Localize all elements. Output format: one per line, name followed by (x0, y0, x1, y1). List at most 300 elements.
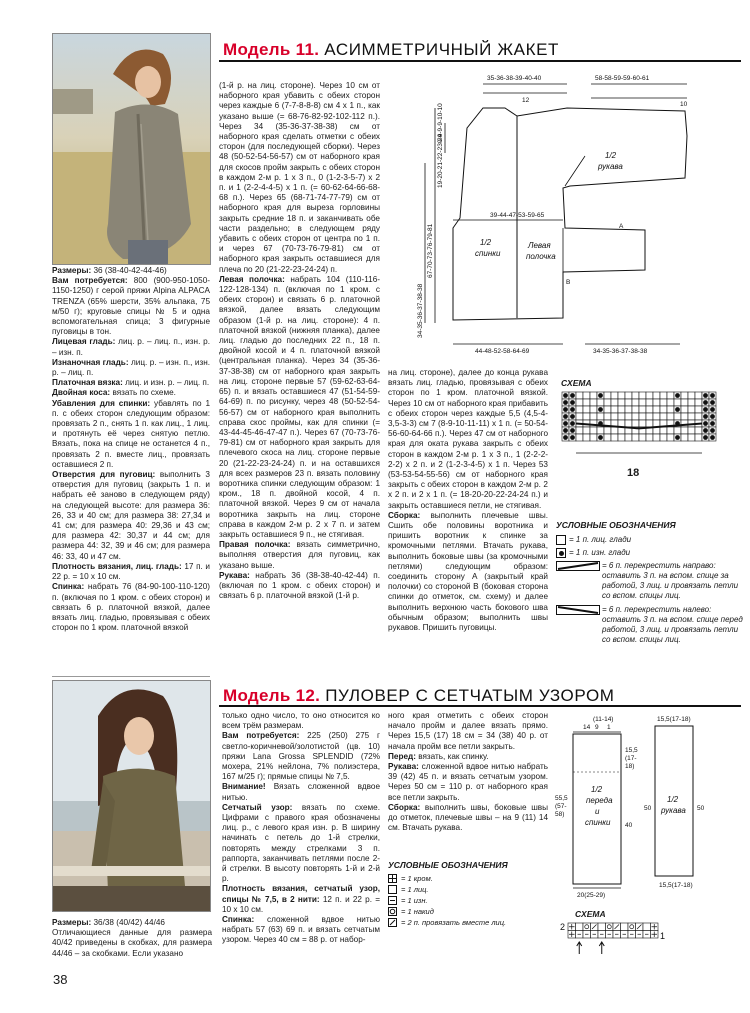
chart-cell (653, 434, 660, 441)
chart-cell (695, 427, 702, 434)
paragraph-text: 12 п. и 22 р. = 10 х 10 см. (222, 894, 380, 914)
paragraph-heading: Спинка: (222, 915, 255, 925)
front-label-4: спинки (585, 818, 611, 827)
paragraph (388, 752, 548, 762)
purl-dot (675, 435, 680, 440)
dim-sleeve-side-right: 50 (697, 805, 705, 812)
paragraph-heading: Перед: (388, 751, 416, 761)
chart-cell (576, 406, 583, 413)
dim-sleeve-top: 15,5(17-18) (657, 716, 691, 723)
chart-cell (646, 406, 653, 413)
chart-cell (611, 427, 618, 434)
garment-outline (453, 108, 687, 320)
paragraph (52, 337, 210, 357)
chart-cell (583, 413, 590, 420)
paragraph-heading: Сборка: (388, 510, 421, 520)
chart-cell (597, 399, 604, 406)
model-12-scheme-heading: СХЕМА (575, 909, 606, 919)
paragraph-text: на лиц. стороне), далее до конца рукава вязать лиц. гладью, провязывая с обеих сторон по 1 кром. платочной вязкой. Через 10 см от наборного края прибавить с обеих сторон через каждые 5,5 (4,5-4-3,5-3-3) см 7 (8-9-10-11-11) х 1 п. (= 50-54-56-60-64-66 п.). Через 47 см от наборного края для оката рукава закрыть с обеих сторон в каждом 2-м р. 1 х 3 п., 1 (2-2-2-2-2) х 2 п. и 2 (1-2-3-4-5) х 1 п. Через 53 (53-53-54-55-56) см от наборного края закрыть с обеих сторон в каждом 2-м р. 2 х 2 п. и 2 х 1 п. (= 18-20-20-22-24-24 п.) и закрыть оставшиеся петли, не стягивая. (388, 368, 548, 510)
chart-cell (576, 427, 583, 434)
dim-top: (11-14) (593, 716, 614, 723)
sleeve-seam (565, 156, 585, 186)
model-11-schematic (395, 68, 740, 368)
paragraph-text: сложенной вдвое нитью набрать 57 (63) 69 п. и вязать сетчатым узором. Через 40 см = 88 р. от набор- (222, 915, 380, 945)
paragraph-text: набрать 104 (110-116-122-128-134) п. (включая по 1 кром. с обеих сторон) и связать 6 р. платочной вязкой, далее вязать следующим образом (1-й р. на лиц. стороне): 4 п. платочной вязкой (нижняя планка), далее лиц. гладью до последних 22 п., 18 п. двойной косой и 4 п. платочной вязкой (центральная планка). Через 34 (35-36-37-38-38) см от наборного края закрыть на лиц. стороне первые 57 (59-62-63-64-65) п. и вязать оставшиеся 47 (51-54-59-64-69) п. по рисунку, через 48 (50-52-54-56-57) см от наборного края выполнить справа скос проймы, как для спинки (= 43-44-45-46-47-47 п.). Через 67 (70-73-76-79-81) см от наборного края закрыть для плечевого скоса на лиц. стороне первые 20 (21-22-23-24-24) п. и на оставшихся для всех размеров 23 п. вязать половину воротника спинки следующим образом: 1 кром., 18 п. двойной косой, 4 п. платочной вязкой. Через 9 см от начала воротника закрыть на лиц. стороне справа в каждом 2-м р. 2 х 7 п. и затем закрыть оставшиеся 9 п., не стягивая. (219, 274, 380, 539)
paragraph-text: 225 (250) 275 г светло-коричневой/золотистой (цв. 10) пряжи Lana Grossa SPLENDID (72% мохера, 21% нейлона, 7% полиэстера, 167 м/25 г); прямые спицы № 7,5. (222, 731, 381, 782)
chart-cell (632, 392, 639, 399)
purl-dot (598, 393, 603, 398)
legend-item (388, 917, 553, 928)
chart-cell (604, 434, 611, 441)
chart-cell (667, 413, 674, 420)
chart-cell (667, 399, 674, 406)
purl-dot (570, 421, 575, 426)
model-12-chart (560, 920, 680, 968)
model-11-scheme-heading: СХЕМА (561, 378, 592, 388)
mark-b: B (566, 279, 571, 286)
paragraph-text: 36/38 (40/42) 44/46 (91, 918, 165, 927)
paragraph (388, 511, 548, 633)
purl-dot (703, 414, 708, 419)
paragraph-heading: Внимание! (222, 782, 266, 792)
dim-left-58: 58) (555, 811, 565, 818)
chart-cell (597, 413, 604, 420)
purl-dot (703, 407, 708, 412)
cable-left-icon (556, 605, 600, 615)
chart-cell (667, 406, 674, 413)
chart-cell (625, 420, 632, 427)
repeat-arrow (599, 942, 604, 954)
paragraph (52, 266, 210, 276)
front-label-2: переда (586, 796, 613, 805)
chart-cell (667, 434, 674, 441)
paragraph (388, 368, 548, 511)
chart-cell (653, 406, 660, 413)
chart-cell (590, 427, 597, 434)
model-12-column-2 (222, 711, 380, 946)
chart-cell (576, 434, 583, 441)
model-12-legend (388, 860, 553, 928)
purl-dot (710, 414, 715, 419)
chart-cell (688, 427, 695, 434)
dim-chest: 39-44-47-53-59-65 (490, 212, 545, 219)
paragraph (219, 571, 380, 602)
paragraph (222, 711, 380, 731)
paragraph-heading: Сборка: (388, 802, 421, 812)
purl-dot (570, 407, 575, 412)
chart-cell (618, 392, 625, 399)
paragraph-text: лиц. и изн. р. – лиц. п. (122, 378, 210, 388)
model-12-title (223, 686, 615, 706)
repeat-arrow (577, 942, 582, 954)
dim-top-12: 12 (522, 97, 530, 104)
chart-cell (660, 392, 667, 399)
model-11-number: Модель 11. (223, 40, 320, 59)
model-12-title-rule (219, 705, 741, 707)
chart-cell (604, 427, 611, 434)
paragraph-text: 800 (900-950-1050-1150-1250) г серой пряжи Alpina ALPACA TRENZA (65% шерсти, 35% альпака, 75 м/50 г); круговые спицы № 5 и одна вспомогательная спица; 3 фигурные пуговицы в тон. (52, 276, 211, 337)
chart-cell (646, 434, 653, 441)
chart-cell (653, 399, 660, 406)
chart-cell (639, 399, 646, 406)
purl-dot (570, 393, 575, 398)
chart-cell (688, 434, 695, 441)
front-label-1: 1/2 (591, 785, 603, 794)
model-11-legend-heading: УСЛОВНЫЕ ОБОЗНАЧЕНИЯ (556, 520, 676, 530)
back-label-2: спинки (475, 249, 501, 258)
paragraph-text: Вязать сложенной вдвое нитью. (222, 782, 380, 802)
purl-dot (563, 421, 568, 426)
dim-bottom: 20(25-29) (577, 892, 606, 899)
dim-shoulder: 19-20-21-22-23-24 (437, 133, 444, 188)
chart-cell (597, 427, 604, 434)
paragraph (52, 378, 210, 388)
paragraph-text: набрать 76 (84-90-100-110-120) п. (включая по 1 кром. с обеих сторон) и связать 6 р. платочной вязкой, далее вязать лиц. гладью, провязывая с обеих сторон по 1 кром. платочной вязкой (52, 582, 210, 633)
purl-dot (710, 421, 715, 426)
chart-cell (590, 434, 597, 441)
paragraph-heading: Вам потребуется: (52, 276, 128, 286)
purl-dot (563, 428, 568, 433)
dim-side-17: (17- (625, 755, 637, 762)
purl-dot (570, 428, 575, 433)
model-11-title-rule (219, 60, 741, 62)
knit-stitch-icon (556, 535, 566, 545)
chart-cell (667, 392, 674, 399)
paragraph (52, 470, 210, 562)
purl-dot (675, 393, 680, 398)
sleeve-label-2: рукава (598, 162, 623, 171)
chart-cell (590, 392, 597, 399)
model-12-name: ПУЛОВЕР С СЕТЧАТЫМ УЗОРОМ (325, 686, 615, 705)
paragraph (222, 884, 380, 915)
legend-text: = 1 п. лиц. глади (569, 535, 632, 544)
chart-cell (628, 923, 636, 931)
purl-dot (598, 435, 603, 440)
model-12-number: Модель 12. (223, 686, 321, 705)
chart-cell (653, 413, 660, 420)
chart-cell (576, 399, 583, 406)
dim-sleeve-side-left: 50 (644, 805, 652, 812)
purl-dot (703, 428, 708, 433)
front-label-3: и (595, 807, 600, 816)
chart-cell (660, 427, 667, 434)
paragraph-heading: Плотность вязания, сетчатый узор, спицы № 7,5, в 2 нити: (222, 884, 380, 904)
chart-cell (625, 392, 632, 399)
chart-cell (611, 406, 618, 413)
edge-stitch-icon (388, 874, 397, 883)
purl-dot (710, 393, 715, 398)
chart-cell (688, 399, 695, 406)
dim-neck: 9-9-9-9-10-10 (437, 103, 444, 143)
dim-bottom-right: 34-35-36-37-38-38 (593, 348, 648, 355)
paragraph (219, 81, 380, 275)
purl-dot (710, 428, 715, 433)
chart-cell (660, 413, 667, 420)
paragraph (222, 782, 380, 802)
model-11-column-1 (52, 266, 210, 633)
paragraph (388, 711, 548, 752)
purl-dot (563, 400, 568, 405)
paragraph-text: лиц. р. – лиц. п., изн. р. – изн. п. (52, 337, 210, 357)
chart-cell (674, 399, 681, 406)
page-number: 38 (53, 972, 68, 987)
paragraph (222, 803, 380, 885)
chart-cell (583, 923, 591, 931)
paragraph-heading: Плотность вязания, лиц. гладь: (52, 561, 182, 571)
legend-text: = 1 п. изн. глади (569, 548, 631, 557)
row-label-2: 2 (560, 922, 566, 932)
chart-cell (611, 392, 618, 399)
chart-cell (695, 392, 702, 399)
chart-cell (583, 399, 590, 406)
purl-dot (598, 407, 603, 412)
chart-cell (660, 399, 667, 406)
paragraph-heading: Правая полочка: (219, 540, 291, 550)
chart-cell (681, 413, 688, 420)
purl-dot (675, 407, 680, 412)
dim-top-10: 10 (680, 101, 688, 108)
legend-item (556, 535, 744, 545)
chart-cell (643, 923, 651, 931)
purl-dot (570, 400, 575, 405)
paragraph (219, 275, 380, 540)
chart-cell (695, 399, 702, 406)
purl-dot (710, 407, 715, 412)
dim-top-right: 58-58-59-59-60-61 (595, 75, 650, 82)
chart-cell (590, 413, 597, 420)
chart-cell (590, 406, 597, 413)
legend-item (388, 884, 553, 895)
chart-cell (621, 923, 629, 931)
dim-side-18: 18) (625, 763, 635, 770)
mark-a: A (619, 223, 624, 230)
paragraph (52, 358, 210, 378)
paragraph-text: вязать по схеме. (110, 388, 176, 398)
chart-cell (625, 434, 632, 441)
chart-cell (632, 413, 639, 420)
purl-dot (703, 393, 708, 398)
paragraph-text: набрать 36 (38-38-40-42-44) п. (включая по 1 кром. с обеих сторон) и связать 6 р. платочной вязкой (1-й р. (219, 570, 380, 601)
paragraph-text: Отличающиеся данные для размера 40/42 приведены в скобках, для размера 44/46 – за скобками. Если указано (52, 928, 212, 958)
chart-cell (625, 406, 632, 413)
legend-item (388, 895, 553, 906)
cable-right-icon (556, 561, 600, 571)
chart-cell (576, 392, 583, 399)
chart-cell (667, 427, 674, 434)
paragraph-heading: Спинка: (52, 582, 85, 592)
paragraph (388, 803, 548, 834)
dim-sleeve-bottom: 15,5(17-18) (659, 882, 693, 889)
paragraph (52, 399, 210, 470)
paragraph-text: сложенной вдвое нитью набрать 39 (42) 45 п. и вязать сетчатым узором. Через 50 см = 110 р. от наборного края все петли закрыть. (388, 762, 548, 802)
chart-cell (660, 406, 667, 413)
sleeve-label-1: 1/2 (667, 795, 679, 804)
model-11-column-3 (388, 368, 548, 633)
section-divider (52, 676, 210, 677)
purl-dot (710, 400, 715, 405)
chart-cell (639, 413, 646, 420)
paragraph-heading: Размеры: (52, 266, 92, 275)
paragraph-text: вязать по схеме. Цифрами с правого края обозначены лиц. р., с левого края изн. р. В ширину начинать с петель до 1-й стрелки, повторять между стрелками 3 п. раппорта, заканчивать петлями после 2-й стрелки. В высоту повторять 1-й и 2-й р. (222, 802, 380, 884)
legend-item (556, 561, 744, 601)
model-11-title (223, 40, 559, 60)
paragraph-text: 36 (38-40-42-44-46) (91, 266, 167, 275)
chart-cell (688, 406, 695, 413)
chart-cell (618, 434, 625, 441)
paragraph (222, 731, 380, 782)
legend-text: = 1 накид (401, 907, 434, 916)
row-label-1: 1 (660, 931, 666, 941)
model-11-photo-image (53, 34, 210, 264)
paragraph (388, 762, 548, 803)
paragraph-heading: Изнаночная гладь: (52, 357, 129, 367)
legend-text: = 6 п. перекрестить направо: оставить 3 п. на вспом. спице за работой, 3 лиц. и провязать петли со вспом. спицы лиц. (602, 561, 739, 600)
chart-cell (611, 399, 618, 406)
purl-dot (563, 414, 568, 419)
chart-cell (632, 434, 639, 441)
chart-cell (646, 392, 653, 399)
purl-dot (563, 407, 568, 412)
paragraph-heading: Платочная вязка: (52, 378, 123, 388)
chart-cell (583, 406, 590, 413)
dim-right-40: 40 (625, 822, 633, 829)
chart-cell (583, 392, 590, 399)
paragraph (52, 928, 212, 959)
paragraph-text: ного края отметить с обеих сторон начало пройм и далее вязать прямо. Через 15,5 (17) 18 см = 34 (38) 40 р. от начала пройм все петли закрыть. (388, 711, 548, 751)
paragraph (52, 562, 210, 582)
model-11-legend (556, 520, 744, 645)
chart-cell (681, 427, 688, 434)
paragraph-text: лиц. р. – изн. п., изн. р. – лиц. п. (52, 357, 210, 378)
chart-cell (583, 434, 590, 441)
model-11-chart (560, 390, 720, 460)
back-label-1: 1/2 (480, 238, 492, 247)
dim-lower-height: 34-35-36-37-38-38 (417, 283, 424, 338)
paragraph-heading: Отверстия для пуговиц: (52, 470, 156, 480)
chart-cell (674, 413, 681, 420)
paragraph-heading: Сетчатый узор: (222, 802, 293, 812)
purl-dot (710, 435, 715, 440)
chart-cell (695, 406, 702, 413)
chart-cell (632, 399, 639, 406)
chart-cell (618, 406, 625, 413)
chart-cell (653, 392, 660, 399)
chart-cell (681, 434, 688, 441)
model-12-legend-heading: УСЛОВНЫЕ ОБОЗНАЧЕНИЯ (388, 860, 508, 870)
chart-cell (646, 413, 653, 420)
paragraph (52, 388, 210, 398)
paragraph-text: выполнить 3 отверстия для пуговиц (закрыть 1 п. и набрать её заново в следующем ряду) на следующей высоте: для размера 36: 26, 33 и 40 см; для размера 38: 27,34 и 41 см; для размера 40: 29,36 и 43 см; для размера 42: 30,37 и 44 см; для размера 44: 32, 39 и 46 см; для размера 46: 33, 40 и 47 см. (52, 470, 210, 561)
model-12-photo (52, 680, 211, 912)
k2tog-icon (388, 918, 397, 927)
dim-left-57: (57- (555, 803, 567, 810)
chart-cell (639, 392, 646, 399)
legend-text: = 6 п. перекрестить налево: оставить 3 п. на вспом. спице перед работой, 3 лиц. и провязать петли со вспом. спицы лиц. (602, 605, 743, 644)
legend-item (388, 906, 553, 917)
chart-cell (611, 413, 618, 420)
chart-cell (646, 420, 653, 427)
chart-cell (590, 399, 597, 406)
chart-cell (674, 427, 681, 434)
legend-item (556, 548, 744, 558)
paragraph-text: вязать, как спинку. (415, 751, 489, 761)
legend-text: = 1 изн. (401, 896, 428, 905)
chart-cell (576, 413, 583, 420)
paragraph-heading: Убавления для спинки: (52, 398, 151, 408)
dim-top-9: 9 (595, 724, 599, 731)
chart-cell (576, 923, 584, 931)
front-label-1: Левая (528, 241, 551, 250)
front-label-2: полочка (526, 252, 556, 261)
chart-cell (681, 399, 688, 406)
purl-dot (563, 393, 568, 398)
chart-cell (639, 420, 646, 427)
purl-dot (563, 435, 568, 440)
paragraph-heading: Левая полочка: (219, 274, 285, 284)
paragraph-text: убавлять по 1 п. с обеих сторон следующим образом: провязать 2 п., снять 1 п. как лиц., 1 лиц. и протянуть её через снятую петлю. Вязать, пока на спице не останется 4 п., провязать 2 п. вместе лиц., провязать оставшиеся 2 п. (52, 398, 210, 469)
chart-cell (688, 392, 695, 399)
chart-cell (618, 413, 625, 420)
paragraph-text: только одно число, то оно относится ко всем трём размерам. (222, 711, 380, 731)
chart-cell (695, 413, 702, 420)
model-12-photo-image (53, 681, 210, 911)
paragraph (222, 915, 380, 946)
dim-top-left: 35-36-38-39-40-40 (487, 75, 542, 82)
paragraph-text: 17 п. и 22 р. = 10 х 10 см. (52, 561, 210, 582)
purl-dot (570, 414, 575, 419)
model-12-column-3 (388, 711, 548, 833)
dim-top-14: 14 (583, 724, 591, 731)
chart-cell (639, 434, 646, 441)
paragraph-text: (1-й р. на лиц. стороне). Через 10 см от наборного края убавить с обеих сторон через каждые 6 (7-7-8-8-8) см 4 х 1 п., как указано выше (= 68-76-82-92-102-112 п.). Через 34 (35-36-37-38-38) см от наборного края сделать отметки с обеих сторон (для последующей сборки). Через 48 (50-52-54-56-57) см от наборного края для скосов пройм закрыть с обеих сторон в каждом 2-м р. 1 х 3 п., 0 (1-2-3-5-7) х 2 п. и 1 (2-2-4-4-5) х 1 п. (= 60-62-64-66-68-68 п.). Через 65 (68-71-74-77-79) см от наборного края для выреза горловины закрыть средние 18 п. и заканчивать обе части раздельно; в следующем ряду убавить с обеих сторон от центра по 1 п. и через 67 (70-73-76-79-81) см от наборного края закрыть оставшиеся для плеча по 20 (21-22-23-24-24) п. (219, 81, 380, 274)
chart-cell (604, 399, 611, 406)
chart-cell (625, 413, 632, 420)
paragraph-heading: Двойная коса: (52, 388, 111, 398)
dim-side-15: 15,5 (625, 747, 638, 754)
legend-text: = 1 лиц. (401, 885, 429, 894)
chart-cell (611, 434, 618, 441)
chart-cell (604, 392, 611, 399)
chart-cell (632, 406, 639, 413)
model-11-photo (52, 33, 211, 265)
paragraph-heading: Размеры: (52, 918, 92, 927)
purl-stitch-icon (556, 548, 566, 558)
chart-cell (639, 406, 646, 413)
dim-top-1: 1 (607, 724, 611, 731)
knit-icon (388, 885, 397, 894)
paragraph (52, 276, 210, 337)
purl-dot (703, 421, 708, 426)
paragraph-text: выполнить швы, боковые швы до отметок, плечевые швы – на 9 (11) 14 см. Втачать рукава. (388, 802, 548, 833)
chart-cell (681, 406, 688, 413)
model-12-schematic (555, 712, 745, 902)
chart-cell (625, 399, 632, 406)
model-11-column-2 (219, 81, 380, 601)
purl-dot (703, 400, 708, 405)
legend-item (388, 873, 553, 884)
dim-left-55: 55,5 (555, 795, 568, 802)
chart-cell (695, 434, 702, 441)
chart-cell (583, 427, 590, 434)
purl-dot (703, 435, 708, 440)
paragraph-heading: Рукава: (219, 570, 250, 580)
chart-cell (604, 406, 611, 413)
paragraph-heading: Вам потребуется: (222, 731, 300, 741)
model-11-name: АСИММЕТРИЧНЫЙ ЖАКЕТ (324, 40, 559, 59)
legend-text: = 1 кром. (401, 874, 433, 883)
legend-item (556, 605, 744, 645)
chart-cell (606, 923, 614, 931)
